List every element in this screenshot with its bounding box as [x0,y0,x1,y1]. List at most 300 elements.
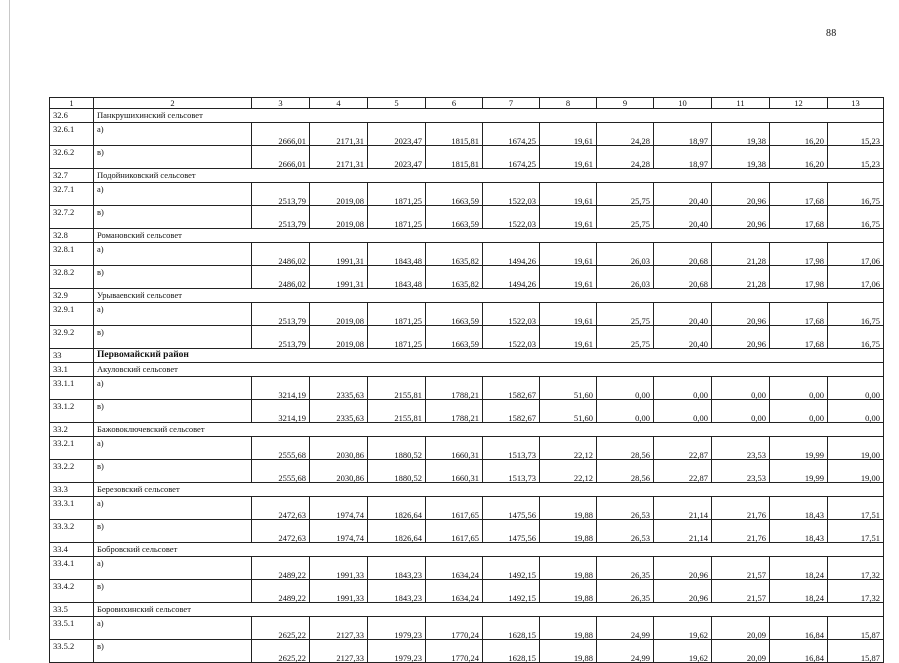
value-cell: 17,06 [828,266,884,289]
value-cell: 20,40 [654,303,712,326]
value-cell: 2019,08 [310,303,368,326]
value-cell: 16,75 [828,303,884,326]
value-cell: 2155,81 [368,400,426,423]
value-cell: 19,61 [540,146,597,169]
settlement-group-row [50,229,884,243]
group-name-cell: Боровихинский сельсовет [94,603,884,617]
value-cell: 2019,08 [310,326,368,349]
value-cell: 21,14 [654,520,712,543]
row-name-cell: а) [94,123,252,146]
value-cell: 20,40 [654,326,712,349]
settlement-group-row [50,109,884,123]
row-name-cell: в) [94,400,252,423]
value-cell: 1815,81 [426,123,483,146]
value-cell: 19,61 [540,326,597,349]
value-cell: 19,99 [770,437,828,460]
group-code-cell: 33.3 [50,483,94,497]
value-cell: 16,20 [770,146,828,169]
value-cell: 2555,68 [252,460,310,483]
value-cell: 1513,73 [483,437,540,460]
value-cell: 20,96 [712,206,770,229]
group-name-cell: Подойниковский сельсовет [94,169,884,183]
value-cell: 17,32 [828,557,884,580]
settlement-group-row [50,603,884,617]
value-cell: 19,88 [540,557,597,580]
value-cell: 26,03 [597,266,654,289]
value-cell: 21,57 [712,580,770,603]
value-cell: 15,87 [828,617,884,640]
value-cell: 20,68 [654,243,712,266]
value-cell: 20,09 [712,640,770,663]
value-cell: 1522,03 [483,183,540,206]
table-row [50,146,884,169]
header-cell: 5 [368,98,426,109]
value-cell: 0,00 [770,400,828,423]
row-code-cell: 33.5.1 [50,617,94,640]
value-cell: 23,53 [712,460,770,483]
value-cell: 19,62 [654,640,712,663]
value-cell: 15,23 [828,146,884,169]
table-row [50,183,884,206]
value-cell: 2513,79 [252,183,310,206]
value-cell: 20,40 [654,183,712,206]
group-code-cell: 33.1 [50,363,94,377]
value-cell: 1582,67 [483,377,540,400]
row-name-cell: а) [94,437,252,460]
header-cell: 1 [50,98,94,109]
value-cell: 16,84 [770,617,828,640]
value-cell: 19,38 [712,123,770,146]
value-cell: 25,75 [597,303,654,326]
value-cell: 19,38 [712,146,770,169]
value-cell: 1522,03 [483,206,540,229]
value-cell: 20,40 [654,206,712,229]
value-cell: 21,57 [712,557,770,580]
settlement-group-row [50,483,884,497]
group-name-cell: Березовский сельсовет [94,483,884,497]
value-cell: 15,87 [828,640,884,663]
value-cell: 17,51 [828,520,884,543]
district-row [50,349,884,363]
value-cell: 1991,31 [310,266,368,289]
value-cell: 1635,82 [426,266,483,289]
value-cell: 1634,24 [426,580,483,603]
row-name-cell: в) [94,326,252,349]
header-cell: 3 [252,98,310,109]
group-name-cell: Урываевский сельсовет [94,289,884,303]
row-code-cell: 33.5.2 [50,640,94,663]
header-cell: 2 [94,98,252,109]
value-cell: 18,97 [654,123,712,146]
value-cell: 2486,02 [252,266,310,289]
value-cell: 0,00 [712,377,770,400]
value-cell: 1871,25 [368,183,426,206]
table-body [50,98,884,663]
value-cell: 19,00 [828,460,884,483]
value-cell: 17,68 [770,326,828,349]
row-name-cell: в) [94,580,252,603]
table-row [50,460,884,483]
value-cell: 1979,23 [368,640,426,663]
value-cell: 2335,63 [310,400,368,423]
value-cell: 2472,63 [252,497,310,520]
value-cell: 26,53 [597,497,654,520]
table-row [50,303,884,326]
settlement-group-row [50,289,884,303]
value-cell: 1663,59 [426,303,483,326]
value-cell: 1660,31 [426,460,483,483]
value-cell: 2155,81 [368,377,426,400]
row-name-cell: а) [94,617,252,640]
value-cell: 16,20 [770,123,828,146]
value-cell: 2666,01 [252,146,310,169]
value-cell: 0,00 [597,400,654,423]
value-cell: 1826,64 [368,520,426,543]
group-code-cell: 33 [50,349,94,363]
group-code-cell: 32.6 [50,109,94,123]
table-header-row [50,98,884,109]
value-cell: 16,75 [828,206,884,229]
value-cell: 19,61 [540,183,597,206]
value-cell: 26,35 [597,580,654,603]
value-cell: 21,76 [712,520,770,543]
header-cell: 4 [310,98,368,109]
value-cell: 1770,24 [426,617,483,640]
value-cell: 51,60 [540,400,597,423]
value-cell: 17,06 [828,243,884,266]
table-row [50,243,884,266]
value-cell: 22,87 [654,437,712,460]
table-row [50,617,884,640]
value-cell: 19,88 [540,640,597,663]
value-cell: 17,68 [770,183,828,206]
value-cell: 1770,24 [426,640,483,663]
header-cell: 6 [426,98,483,109]
value-cell: 0,00 [654,400,712,423]
group-name-cell: Бобровский сельсовет [94,543,884,557]
value-cell: 24,99 [597,640,654,663]
value-cell: 1494,26 [483,243,540,266]
value-cell: 17,51 [828,497,884,520]
page-left-margin-line [9,0,10,640]
value-cell: 3214,19 [252,400,310,423]
table-row [50,206,884,229]
value-cell: 2666,01 [252,123,310,146]
value-cell: 1663,59 [426,206,483,229]
row-code-cell: 33.2.1 [50,437,94,460]
value-cell: 19,61 [540,123,597,146]
value-cell: 22,12 [540,460,597,483]
value-cell: 1826,64 [368,497,426,520]
value-cell: 2486,02 [252,243,310,266]
value-cell: 26,03 [597,243,654,266]
group-name-cell: Бажовоключевский сельсовет [94,423,884,437]
value-cell: 24,28 [597,123,654,146]
value-cell: 1663,59 [426,326,483,349]
row-code-cell: 32.7.2 [50,206,94,229]
value-cell: 24,99 [597,617,654,640]
header-cell: 7 [483,98,540,109]
value-cell: 1674,25 [483,123,540,146]
value-cell: 1522,03 [483,303,540,326]
value-cell: 19,99 [770,460,828,483]
value-cell: 20,96 [712,326,770,349]
value-cell: 18,43 [770,520,828,543]
value-cell: 18,43 [770,497,828,520]
value-cell: 19,62 [654,617,712,640]
value-cell: 1871,25 [368,206,426,229]
value-cell: 1582,67 [483,400,540,423]
value-cell: 1522,03 [483,326,540,349]
row-name-cell: а) [94,377,252,400]
value-cell: 18,24 [770,557,828,580]
header-cell: 8 [540,98,597,109]
value-cell: 19,88 [540,520,597,543]
value-cell: 25,75 [597,206,654,229]
table-row [50,400,884,423]
value-cell: 51,60 [540,377,597,400]
value-cell: 2489,22 [252,557,310,580]
value-cell: 25,75 [597,183,654,206]
value-cell: 2513,79 [252,206,310,229]
row-name-cell: в) [94,520,252,543]
group-code-cell: 33.2 [50,423,94,437]
value-cell: 19,61 [540,303,597,326]
value-cell: 2023,47 [368,123,426,146]
row-code-cell: 32.8.1 [50,243,94,266]
page-number: 88 [826,28,837,39]
group-name-cell: Акуловский сельсовет [94,363,884,377]
value-cell: 1991,33 [310,557,368,580]
value-cell: 23,53 [712,437,770,460]
header-cell: 13 [828,98,884,109]
value-cell: 1635,82 [426,243,483,266]
value-cell: 19,00 [828,437,884,460]
value-cell: 20,96 [654,557,712,580]
value-cell: 2171,31 [310,146,368,169]
row-code-cell: 33.1.2 [50,400,94,423]
value-cell: 21,28 [712,243,770,266]
header-cell: 12 [770,98,828,109]
value-cell: 1843,48 [368,243,426,266]
value-cell: 1788,21 [426,400,483,423]
row-name-cell: а) [94,183,252,206]
row-name-cell: в) [94,266,252,289]
value-cell: 18,24 [770,580,828,603]
value-cell: 22,12 [540,437,597,460]
value-cell: 1788,21 [426,377,483,400]
value-cell: 1843,23 [368,580,426,603]
value-cell: 2555,68 [252,437,310,460]
value-cell: 1815,81 [426,146,483,169]
value-cell: 1628,15 [483,640,540,663]
value-cell: 17,98 [770,266,828,289]
value-cell: 1634,24 [426,557,483,580]
settlement-group-row [50,423,884,437]
value-cell: 1628,15 [483,617,540,640]
value-cell: 16,84 [770,640,828,663]
settlement-group-row [50,543,884,557]
header-cell: 10 [654,98,712,109]
row-code-cell: 33.3.1 [50,497,94,520]
value-cell: 16,75 [828,326,884,349]
table-row [50,377,884,400]
value-cell: 1974,74 [310,520,368,543]
group-code-cell: 32.9 [50,289,94,303]
value-cell: 20,96 [712,303,770,326]
value-cell: 1880,52 [368,460,426,483]
value-cell: 1492,15 [483,580,540,603]
group-code-cell: 33.5 [50,603,94,617]
value-cell: 19,88 [540,580,597,603]
header-cell: 9 [597,98,654,109]
value-cell: 1974,74 [310,497,368,520]
group-name-cell: Панкрушихинский сельсовет [94,109,884,123]
value-cell: 2127,33 [310,640,368,663]
row-code-cell: 32.6.2 [50,146,94,169]
value-cell: 2127,33 [310,617,368,640]
value-cell: 1843,48 [368,266,426,289]
value-cell: 2030,86 [310,437,368,460]
value-cell: 0,00 [654,377,712,400]
value-cell: 17,68 [770,303,828,326]
value-cell: 20,09 [712,617,770,640]
value-cell: 2171,31 [310,123,368,146]
value-cell: 25,75 [597,326,654,349]
value-cell: 17,68 [770,206,828,229]
row-code-cell: 32.9.2 [50,326,94,349]
value-cell: 0,00 [597,377,654,400]
table-row [50,580,884,603]
value-cell: 0,00 [828,400,884,423]
value-cell: 17,98 [770,243,828,266]
value-cell: 1513,73 [483,460,540,483]
header-cell: 11 [712,98,770,109]
value-cell: 26,53 [597,520,654,543]
value-cell: 1475,56 [483,520,540,543]
value-cell: 28,56 [597,437,654,460]
value-cell: 1494,26 [483,266,540,289]
value-cell: 19,61 [540,206,597,229]
value-cell: 2030,86 [310,460,368,483]
value-cell: 20,96 [654,580,712,603]
row-code-cell: 32.8.2 [50,266,94,289]
value-cell: 21,14 [654,497,712,520]
row-code-cell: 33.4.1 [50,557,94,580]
row-code-cell: 32.6.1 [50,123,94,146]
row-name-cell: в) [94,460,252,483]
value-cell: 1617,65 [426,520,483,543]
table-row [50,437,884,460]
table-row [50,326,884,349]
row-name-cell: в) [94,206,252,229]
value-cell: 16,75 [828,183,884,206]
value-cell: 1674,25 [483,146,540,169]
district-name-cell: Первомайский район [94,349,884,363]
table-row [50,520,884,543]
value-cell: 2019,08 [310,183,368,206]
value-cell: 2335,63 [310,377,368,400]
settlement-group-row [50,363,884,377]
row-code-cell: 32.9.1 [50,303,94,326]
table-row [50,266,884,289]
value-cell: 2625,22 [252,617,310,640]
value-cell: 19,61 [540,266,597,289]
table-row [50,640,884,663]
row-code-cell: 33.2.2 [50,460,94,483]
group-code-cell: 32.7 [50,169,94,183]
value-cell: 19,88 [540,617,597,640]
value-cell: 1979,23 [368,617,426,640]
row-code-cell: 33.4.2 [50,580,94,603]
value-cell: 1475,56 [483,497,540,520]
row-name-cell: а) [94,243,252,266]
value-cell: 1660,31 [426,437,483,460]
tariff-table [49,97,884,663]
group-code-cell: 32.8 [50,229,94,243]
value-cell: 2625,22 [252,640,310,663]
value-cell: 21,76 [712,497,770,520]
value-cell: 1871,25 [368,326,426,349]
row-code-cell: 32.7.1 [50,183,94,206]
value-cell: 0,00 [828,377,884,400]
value-cell: 0,00 [712,400,770,423]
row-name-cell: а) [94,497,252,520]
value-cell: 1843,23 [368,557,426,580]
group-name-cell: Романовский сельсовет [94,229,884,243]
value-cell: 22,87 [654,460,712,483]
value-cell: 24,28 [597,146,654,169]
value-cell: 3214,19 [252,377,310,400]
value-cell: 17,32 [828,580,884,603]
value-cell: 19,61 [540,243,597,266]
row-name-cell: а) [94,557,252,580]
value-cell: 20,96 [712,183,770,206]
value-cell: 1880,52 [368,437,426,460]
value-cell: 2513,79 [252,303,310,326]
value-cell: 2023,47 [368,146,426,169]
value-cell: 28,56 [597,460,654,483]
value-cell: 1492,15 [483,557,540,580]
row-name-cell: в) [94,146,252,169]
table-row [50,557,884,580]
value-cell: 1991,33 [310,580,368,603]
settlement-group-row [50,169,884,183]
value-cell: 2472,63 [252,520,310,543]
value-cell: 1871,25 [368,303,426,326]
value-cell: 18,97 [654,146,712,169]
value-cell: 2019,08 [310,206,368,229]
value-cell: 0,00 [770,377,828,400]
value-cell: 26,35 [597,557,654,580]
row-name-cell: а) [94,303,252,326]
value-cell: 15,23 [828,123,884,146]
value-cell: 20,68 [654,266,712,289]
row-name-cell: в) [94,640,252,663]
value-cell: 1991,31 [310,243,368,266]
value-cell: 21,28 [712,266,770,289]
value-cell: 1617,65 [426,497,483,520]
value-cell: 2489,22 [252,580,310,603]
group-code-cell: 33.4 [50,543,94,557]
value-cell: 2513,79 [252,326,310,349]
row-code-cell: 33.1.1 [50,377,94,400]
table-row [50,497,884,520]
row-code-cell: 33.3.2 [50,520,94,543]
value-cell: 1663,59 [426,183,483,206]
table-row [50,123,884,146]
value-cell: 19,88 [540,497,597,520]
